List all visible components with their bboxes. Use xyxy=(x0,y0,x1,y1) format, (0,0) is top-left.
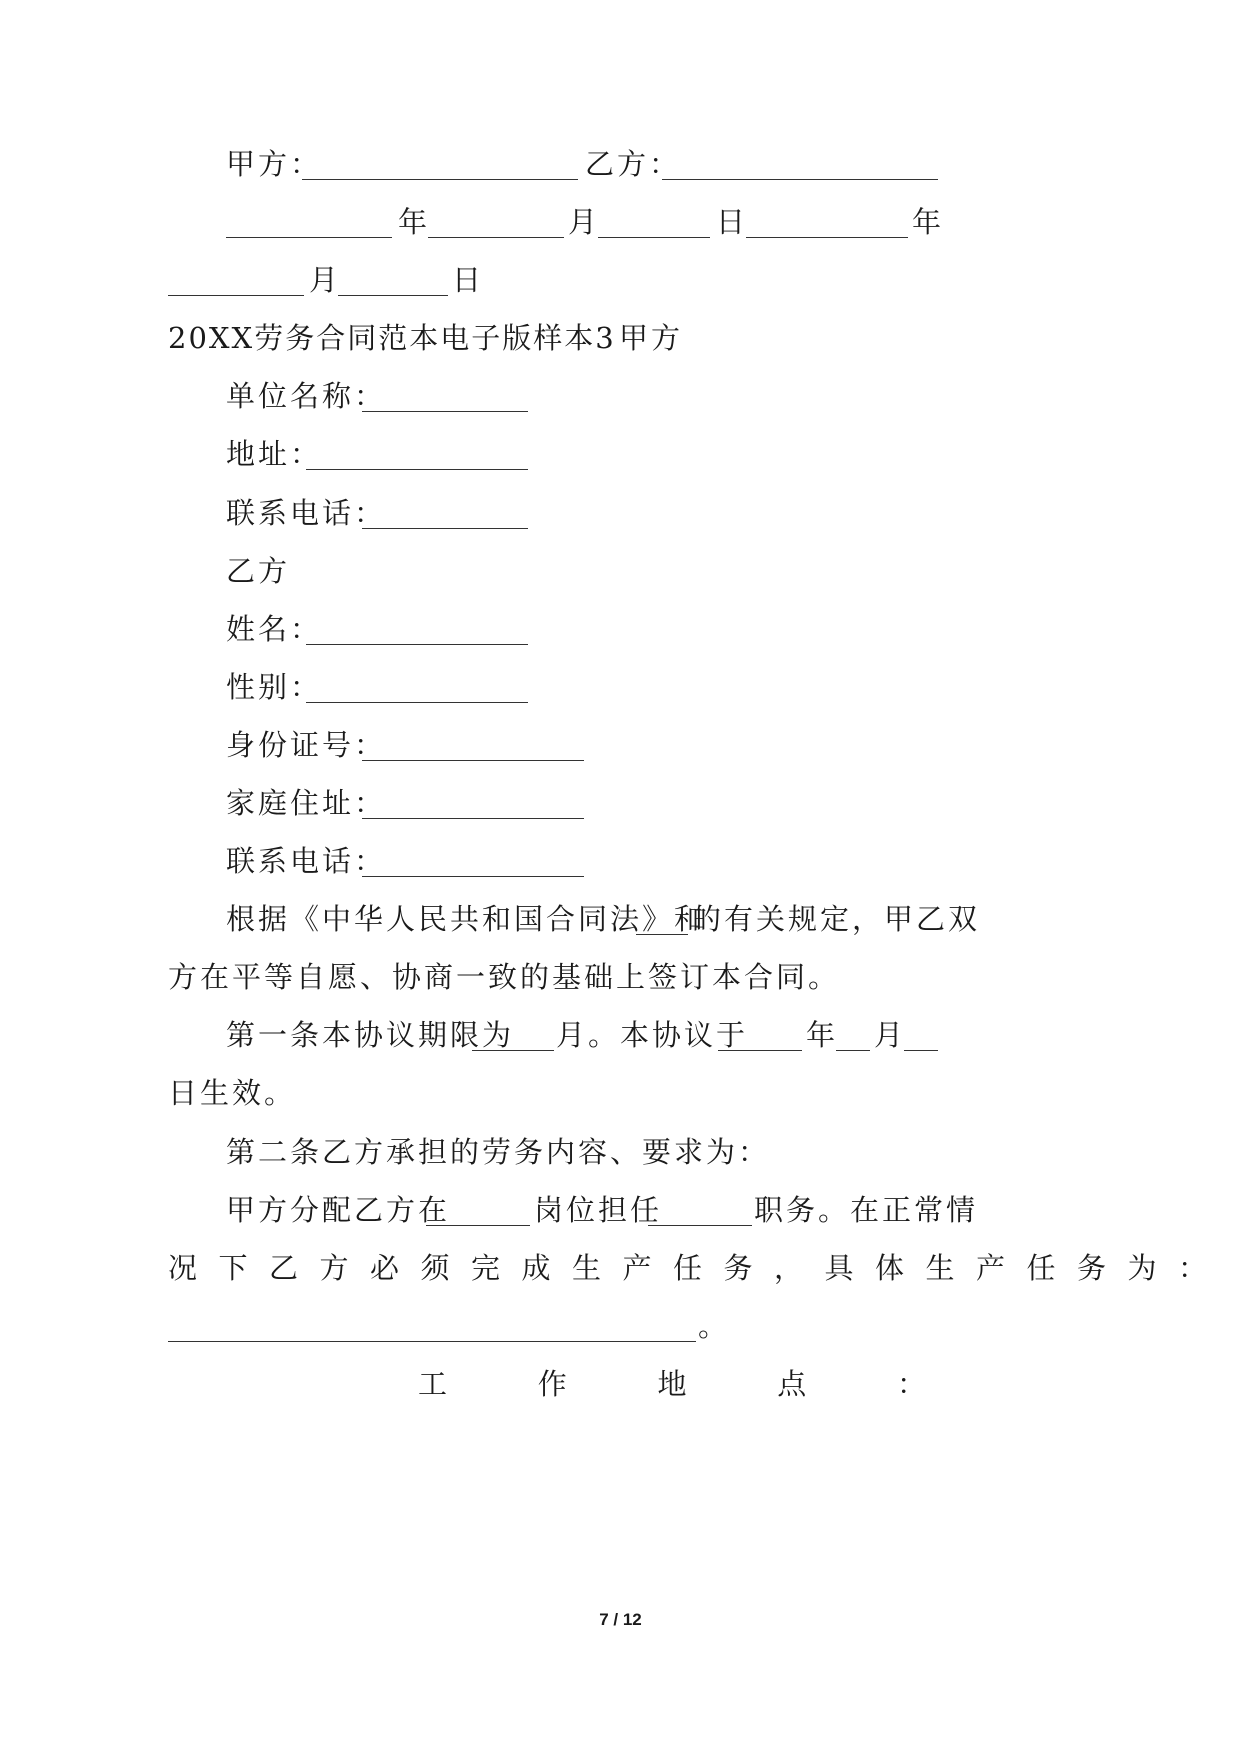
article-2-text: 第二条乙方承担的劳务内容、要求为： xyxy=(226,1135,771,1169)
gender-blank xyxy=(306,702,528,703)
workplace-char-2: 作 xyxy=(537,1367,567,1401)
month-blank xyxy=(428,237,564,238)
workplace-char-4: 点 xyxy=(777,1367,807,1401)
phone-blank-2 xyxy=(362,876,584,877)
year-label: 年 xyxy=(398,205,431,239)
id-line xyxy=(0,713,1241,779)
basis-blank xyxy=(636,934,688,935)
party-a-signature-blank xyxy=(302,179,578,180)
effective-year-blank xyxy=(718,1050,802,1051)
address-line xyxy=(0,422,1241,488)
workplace-char-3: 地 xyxy=(657,1367,687,1401)
month-label-2: 月 xyxy=(309,263,342,297)
name-label: 姓名： xyxy=(226,612,323,646)
duty-blank xyxy=(648,1225,752,1226)
home-line xyxy=(0,771,1241,837)
article-1-text-b: 月。本协议于 xyxy=(556,1018,749,1052)
effective-month-blank xyxy=(836,1050,870,1051)
task-blank xyxy=(168,1341,696,1342)
article-1-text-e: 日生效。 xyxy=(168,1076,297,1110)
assignment-text-c: 职务。在正常情 xyxy=(754,1193,979,1227)
task-blank-line xyxy=(0,1294,1241,1360)
post-blank xyxy=(426,1225,530,1226)
task-period: 。 xyxy=(698,1309,731,1343)
assignment-line xyxy=(0,1178,1241,1244)
effective-day-blank xyxy=(904,1050,938,1051)
id-blank xyxy=(362,760,584,761)
phone-line-2 xyxy=(0,829,1241,895)
home-blank xyxy=(362,818,584,819)
article-2-line xyxy=(0,1120,1241,1186)
name-line xyxy=(0,597,1241,663)
article-1-line xyxy=(0,1003,1241,1069)
workplace-line xyxy=(0,1352,1241,1418)
day-label-2: 日 xyxy=(452,263,485,297)
article-1-line-2 xyxy=(0,1061,1241,1127)
month-blank-2 xyxy=(168,295,304,296)
basis-line-2 xyxy=(0,945,1241,1011)
page-number: 7 / 12 xyxy=(599,1610,642,1629)
party-a-signature-label: 甲方： xyxy=(226,147,323,181)
gender-label: 性别： xyxy=(226,670,323,704)
name-blank xyxy=(306,644,528,645)
section-title: 20XX劳务合同范本电子版样本3 xyxy=(168,321,616,355)
year-blank-2 xyxy=(746,237,908,238)
assignment-line-2 xyxy=(0,1236,1241,1302)
year-blank xyxy=(226,237,392,238)
workplace-label xyxy=(418,1364,926,1404)
day-label: 日 xyxy=(716,205,749,239)
day-blank-2 xyxy=(338,295,448,296)
workplace-char-5: ： xyxy=(896,1367,926,1401)
phone-label-2: 联系电话： xyxy=(226,844,387,878)
day-blank xyxy=(598,237,710,238)
year-label-2: 年 xyxy=(912,205,945,239)
party-b-signature-blank xyxy=(662,179,938,180)
address-label: 地址： xyxy=(226,437,323,471)
basis-text-a: 根据《中华人民共和国合同法》和 xyxy=(226,902,707,936)
assignment-text-d: 况下乙方必须完成生产任务，具体生产任务为： xyxy=(168,1251,1229,1285)
basis-text-c: 方在平等自愿、协商一致的基础上签订本合同。 xyxy=(168,960,841,994)
article-1-text-a: 第一条本协议期限为 xyxy=(226,1018,515,1052)
section-title-line xyxy=(0,306,1241,372)
gender-line xyxy=(0,655,1241,721)
workplace-char-1: 工 xyxy=(418,1367,448,1401)
party-b-heading-line xyxy=(0,539,1241,605)
company-line xyxy=(0,364,1241,430)
assignment-text-a: 甲方分配乙方在 xyxy=(226,1193,451,1227)
phone-blank xyxy=(362,528,528,529)
company-blank xyxy=(362,411,528,412)
party-b-signature-label: 乙方： xyxy=(585,147,682,181)
party-b-heading: 乙方 xyxy=(226,554,291,588)
company-label: 单位名称： xyxy=(226,379,387,413)
article-1-year: 年 xyxy=(806,1018,839,1052)
date-line xyxy=(0,190,1241,256)
basis-text-b: 的有关规定，甲乙双 xyxy=(692,902,981,936)
address-blank xyxy=(306,469,528,470)
basis-line xyxy=(0,887,1241,953)
signature-line xyxy=(0,132,1241,198)
id-label: 身份证号： xyxy=(226,728,387,762)
phone-label: 联系电话： xyxy=(226,496,387,530)
assignment-text-b: 岗位担任 xyxy=(534,1193,663,1227)
home-label: 家庭住址： xyxy=(226,786,387,820)
phone-line xyxy=(0,481,1241,547)
article-1-month: 月 xyxy=(874,1018,907,1052)
term-blank xyxy=(472,1050,554,1051)
party-a-heading: 甲方 xyxy=(619,321,684,355)
month-label: 月 xyxy=(568,205,601,239)
date-line-2 xyxy=(0,248,1241,314)
